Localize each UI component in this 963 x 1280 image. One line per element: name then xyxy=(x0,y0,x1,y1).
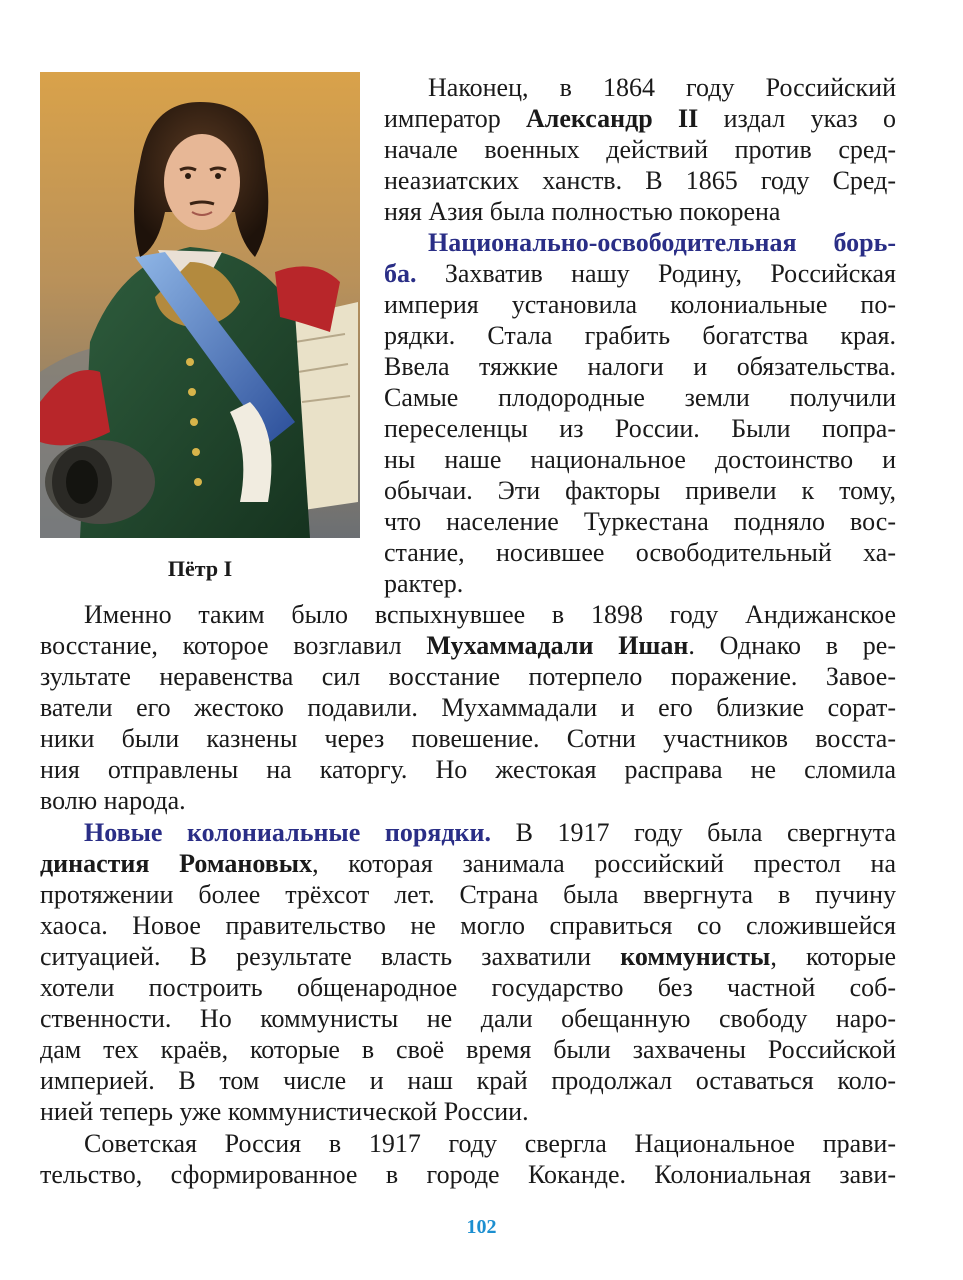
text-line: переселенцы из России. Были попра- xyxy=(384,414,896,443)
text-line: ники были казнены через повешение. Сотни участников восста- xyxy=(40,724,896,753)
text-line: хаоса. Новое правительство не могло справиться со сложившейся xyxy=(40,911,896,940)
text-line: Именно таким было вспыхнувшее в 1898 году Андижанское xyxy=(84,600,896,629)
text-line: ственности. Но коммунисты не дали обещанную свободу наро- xyxy=(40,1004,896,1033)
text-line: протяжении более трёхсот лет. Страна была ввергнута в пучину xyxy=(40,880,896,909)
section-heading: ба. xyxy=(384,259,417,288)
text-line: начале военных действий против сред- xyxy=(384,135,896,164)
text-line: Самые плодородные земли получили xyxy=(384,383,896,412)
section-heading: Новые колониальные порядки. xyxy=(84,818,491,847)
term-romanov-dynasty: династия Романовых xyxy=(40,849,313,878)
text-line: Наконец, в 1864 году Российский xyxy=(428,73,896,102)
section-heading: Национально-освободительная борь- xyxy=(428,228,896,257)
text-line: хотели построить общенародное государство без частной соб- xyxy=(40,973,896,1002)
text-line: империей. В том числе и наш край продолжал оставаться коло- xyxy=(40,1066,896,1095)
term-communists: коммунисты xyxy=(620,942,771,971)
text-line: тельство, сформированное в городе Коканде. Колониальная зави- xyxy=(40,1160,896,1189)
text-line: обычаи. Эти факторы привели к тому, xyxy=(384,476,896,505)
text-line: ба. Захватив нашу Родину, Российская xyxy=(384,259,896,288)
text-line: няя Азия была полностью покорена xyxy=(384,197,781,226)
text-line: Советская Россия в 1917 году свергла Национальное прави- xyxy=(84,1129,896,1158)
text-line: ния отправлены на каторгу. Но жестокая расправа не сломила xyxy=(40,755,896,784)
text-line: династия Романовых, которая занимала российский престол на xyxy=(40,849,896,878)
text-line: ситуацией. В результате власть захватили коммунисты, которые xyxy=(40,942,896,971)
text-line: зультате неравенства сил восстание потерпело поражение. Завое- xyxy=(40,662,896,691)
text-line: Ввела тяжкие налоги и обязательства. xyxy=(384,352,896,381)
text-line: волю народа. xyxy=(40,786,186,815)
text-line: восстание, которое возглавил Мухаммадали Ишан. Однако в ре- xyxy=(40,631,897,660)
person-name-alexander-ii: Александр II xyxy=(526,104,699,133)
portrait-caption: Пётр I xyxy=(167,556,233,581)
text-line: рактер. xyxy=(384,569,464,598)
text-line: рядки. Стала грабить богатства края. xyxy=(384,321,896,350)
page-number: 102 xyxy=(466,1216,497,1238)
text-line: Новые колониальные порядки. В 1917 году была свергнута xyxy=(84,818,896,847)
text-line: что население Туркестана подняло вос- xyxy=(384,507,896,536)
text-line: император Александр II издал указ о xyxy=(384,104,896,133)
portrait-illustration xyxy=(40,72,360,538)
text-line: ны наше национальное достоинство и xyxy=(384,445,896,474)
person-name-muhammadali-ishan: Мухаммадали Ишан xyxy=(426,631,689,660)
text-line: империя установила колониальные по- xyxy=(384,290,896,319)
text-line: неазиатских ханств. В 1865 году Сред- xyxy=(384,166,896,195)
text-line: нией теперь уже коммунистической России. xyxy=(40,1097,529,1126)
text-line: стание, носившее освободительный ха- xyxy=(384,538,896,567)
text-line: ватели его жестоко подавили. Мухаммадали и его близкие сорат- xyxy=(40,693,896,722)
text-line: дам тех краёв, которые в своё время были захвачены Российской xyxy=(40,1035,896,1064)
